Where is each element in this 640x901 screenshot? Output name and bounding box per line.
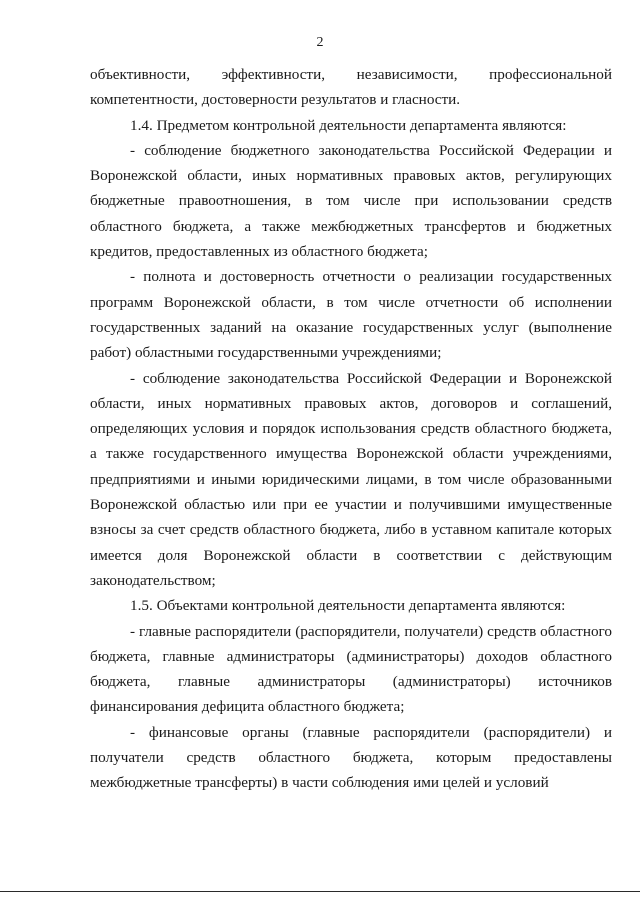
paragraph-financial-bodies: - финансовые органы (главные распорядители (распорядители) и получатели средств областного бюджета, которым предоставлены межбюджетные трансферты) в части соблюдения ими целей и условий [90,723,612,792]
bottom-divider [0,891,640,892]
paragraph-1-continuation: объективности, эффективности, независимости, профессиональной компетентности, достоверности результатов и гласности. [90,66,612,109]
document-body [90,62,612,796]
page-number: 2 [316,35,324,50]
paragraph-reporting-accuracy: - полнота и достоверность отчетности о реализации государственных программ Воронежской области, в том числе отчетности об исполнении государственных заданий на оказание государственных услуг (выполнение работ) областными государственными учреждениями; [90,268,612,362]
paragraph-budget-administrators: - главные распорядители (распорядители, получатели) средств областного бюджета, главные администраторы (администраторы) доходов областного бюджета, главные администраторы (администраторы) источников финансирования дефицита областного бюджета; [90,622,612,716]
paragraph-budget-compliance: - соблюдение бюджетного законодательства Российской Федерации и Воронежской области, иных нормативных правовых актов, регулирующих бюджетные правоотношения, в том числе при использовании средств областного бюджета, а также межбюджетных трансфертов и бюджетных кредитов, предоставленных из областного бюджета; [90,141,612,261]
paragraph-section-1-5-heading: 1.5. Объектами контрольной деятельности департамента являются: [130,597,566,615]
paragraph-section-1-4-heading: 1.4. Предметом контрольной деятельности департамента являются: [130,116,567,134]
paragraph-legislation-compliance: - соблюдение законодательства Российской Федерации и Воронежской области, иных нормативных правовых актов, договоров и соглашений, определяющих условия и порядок использования средств областного бюджета, а также государственного имущества Воронежской области учреждениями, предприятиями и иными юридическими лицами, в том числе образованными Воронежской областью или при ее участии и получившими имущественные взносы за счет средств областного бюджета, либо в уставном капитале которых имеется доля Воронежской области в соответствии с действующим законодательством; [90,369,612,589]
